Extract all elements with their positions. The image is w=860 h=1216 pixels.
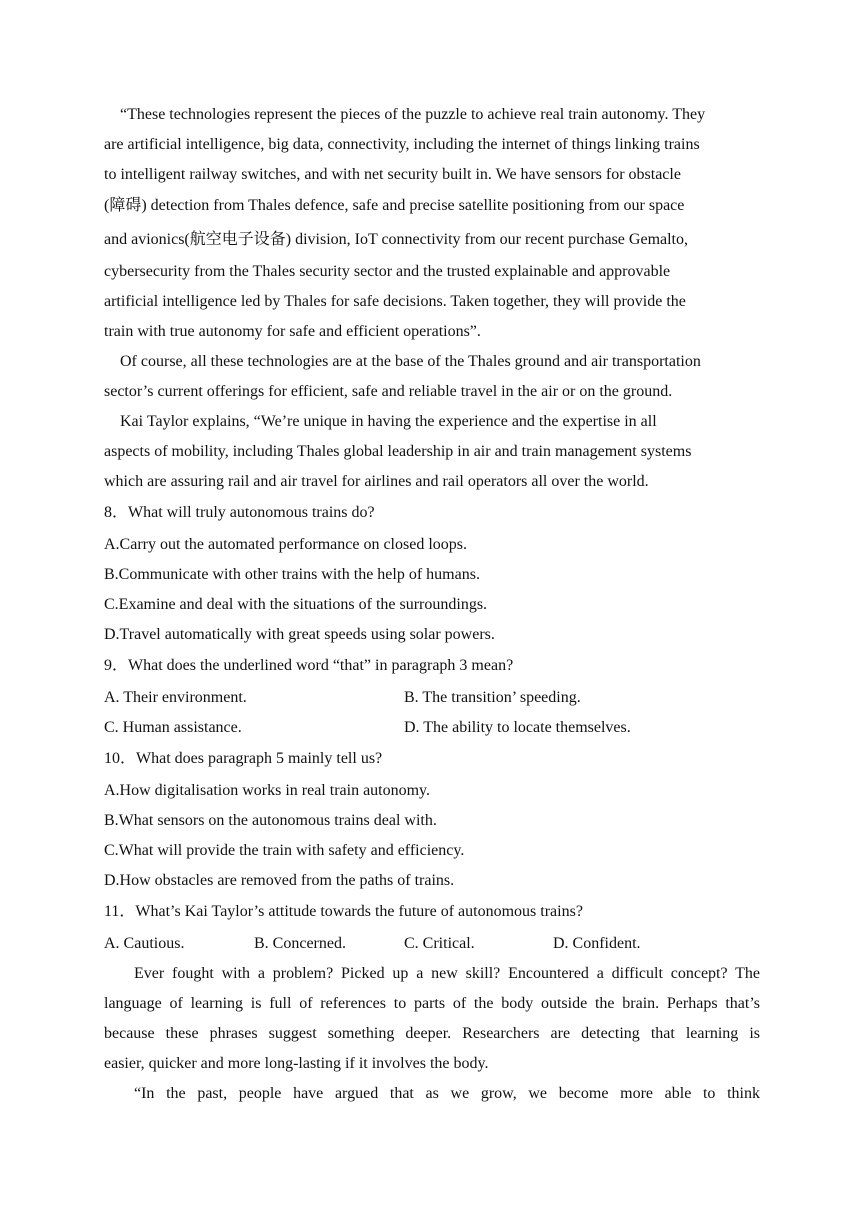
passage-c-line: to intelligent railway switches, and with net security built in. We have sensors for obstacle <box>104 166 681 183</box>
option-row <box>104 683 760 713</box>
passage-c-line: train with true autonomy for safe and efficient operations”. <box>104 323 481 340</box>
option-d: D. The ability to locate themselves. <box>404 719 631 736</box>
question-stem: 11．What’s Kai Taylor’s attitude towards the future of autonomous trains? <box>104 903 583 920</box>
option-d: D.Travel automatically with great speeds using solar powers. <box>104 626 495 643</box>
passage-c-line: cybersecurity from the Thales security sector and the trusted explainable and approvable <box>104 263 671 280</box>
option-b: B. Concerned. <box>254 935 346 952</box>
passage-c-line: “These technologies represent the pieces of the puzzle to achieve real train autonomy. They <box>120 106 706 123</box>
passage-c-line: and avionics(航空电子设备) division, IoT connectivity from our recent purchase Gemalto, <box>104 231 689 248</box>
passage-d-line: “In the past, people have argued that as we grow, we become more able to think <box>134 1085 760 1102</box>
passage-c-line: which are assuring rail and air travel for airlines and rail operators all over the world. <box>104 473 649 490</box>
option-c: C. Human assistance. <box>104 719 242 736</box>
option-c: C. Critical. <box>404 935 475 952</box>
passage-d-line: because these phrases suggest something deeper. Researchers are detecting that learning is <box>104 1025 760 1042</box>
passage-d-line: language of learning is full of references to parts of the body outside the brain. Perhaps that’s <box>104 995 760 1012</box>
option-row <box>104 929 760 959</box>
option-a: A. Their environment. <box>104 689 247 706</box>
question-stem: 8．What will truly autonomous trains do? <box>104 504 375 521</box>
question-stem: 10．What does paragraph 5 mainly tell us? <box>104 750 383 767</box>
option-row <box>104 713 760 743</box>
option-c: C.What will provide the train with safety and efficiency. <box>104 842 465 859</box>
passage-d-line: easier, quicker and more long-lasting if it involves the body. <box>104 1055 489 1072</box>
passage-c-line: (障碍) detection from Thales defence, safe and precise satellite positioning from our space <box>104 197 685 214</box>
passage-c-line: sector’s current offerings for efficient, safe and reliable travel in the air or on the ground. <box>104 383 673 400</box>
passage-c-line: artificial intelligence led by Thales for safe decisions. Taken together, they will provide the <box>104 293 686 310</box>
option-b: B.Communicate with other trains with the help of humans. <box>104 566 480 583</box>
passage-c-line: Of course, all these technologies are at the base of the Thales ground and air transportation <box>120 353 701 370</box>
option-b: B. The transition’ speeding. <box>404 689 581 706</box>
option-a: A. Cautious. <box>104 935 185 952</box>
option-b: B.What sensors on the autonomous trains deal with. <box>104 812 437 829</box>
passage-c-line: are artificial intelligence, big data, connectivity, including the internet of things linking trains <box>104 136 700 153</box>
question-stem: 9．What does the underlined word “that” in paragraph 3 mean? <box>104 657 514 674</box>
option-a: A.How digitalisation works in real train autonomy. <box>104 782 431 799</box>
option-d: D. Confident. <box>553 935 641 952</box>
passage-d-line: Ever fought with a problem? Picked up a new skill? Encountered a difficult concept? The <box>134 965 760 982</box>
passage-c-line: Kai Taylor explains, “We’re unique in having the experience and the expertise in all <box>120 413 657 430</box>
option-d: D.How obstacles are removed from the paths of trains. <box>104 872 455 889</box>
passage-c-line: aspects of mobility, including Thales global leadership in air and train management systems <box>104 443 692 460</box>
option-a: A.Carry out the automated performance on closed loops. <box>104 536 467 553</box>
option-c: C.Examine and deal with the situations of the surroundings. <box>104 596 488 613</box>
